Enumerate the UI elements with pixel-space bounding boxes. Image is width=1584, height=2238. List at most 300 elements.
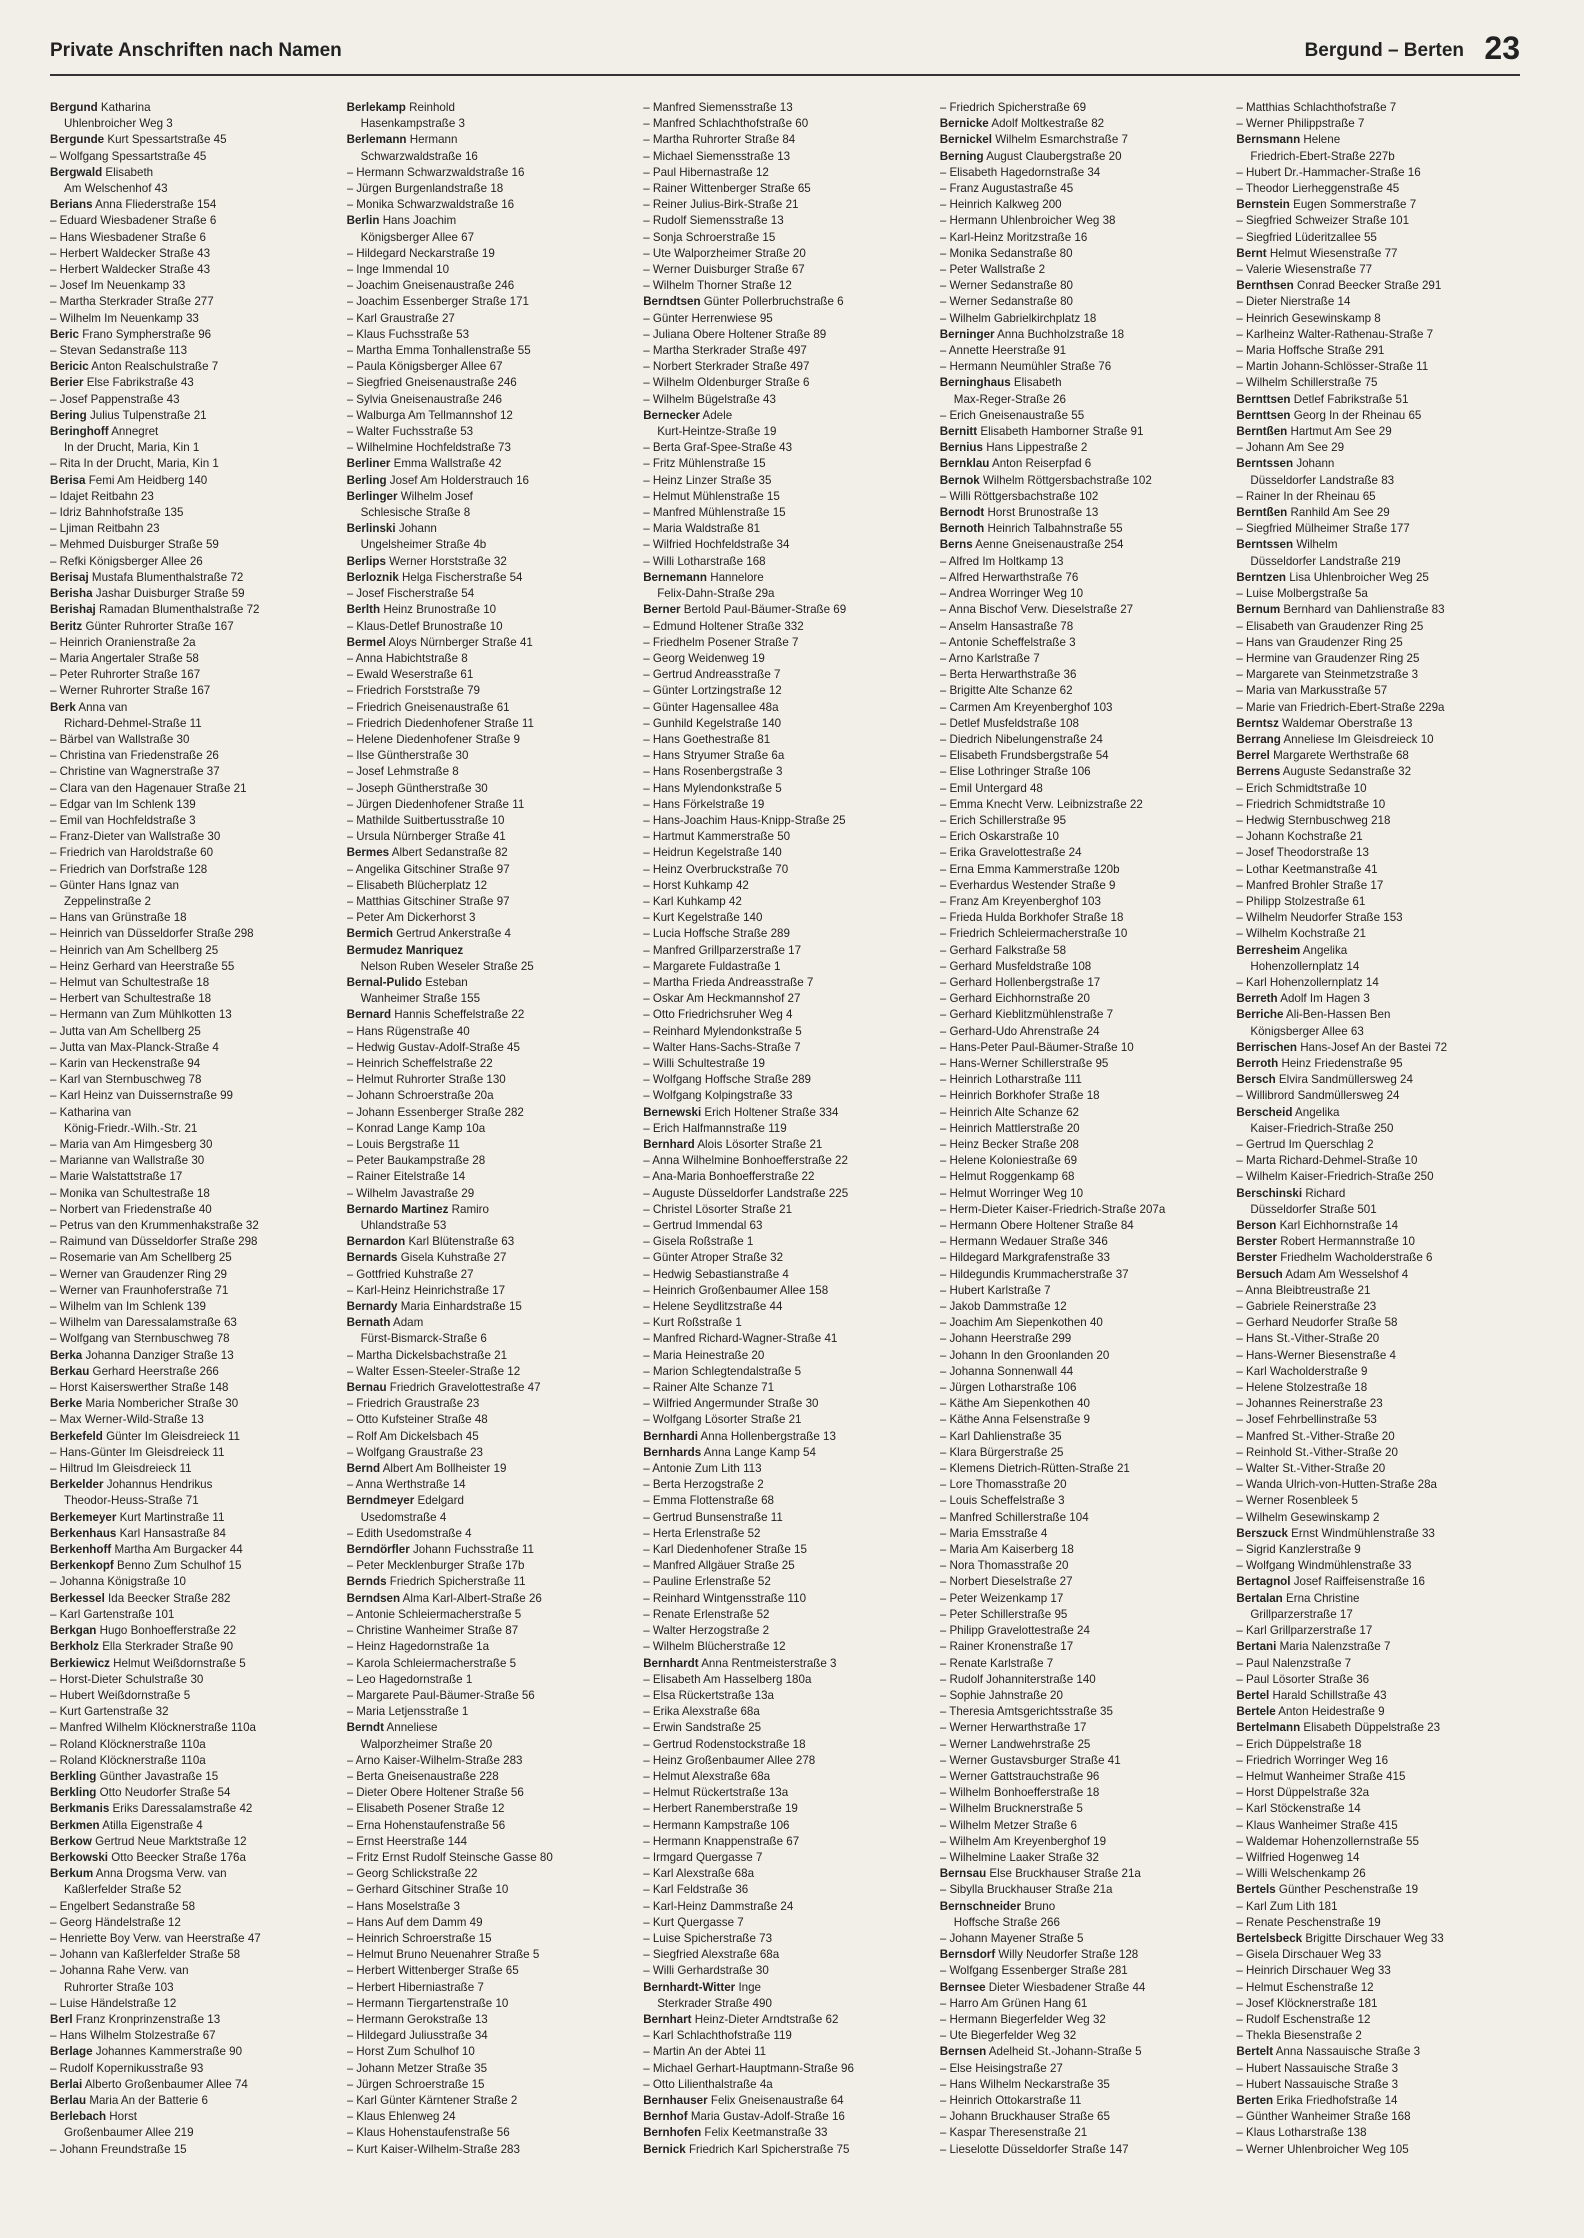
directory-entry xyxy=(940,375,1229,391)
directory-entry xyxy=(50,1169,339,1185)
directory-entry xyxy=(643,1315,932,1331)
directory-entry xyxy=(643,619,932,635)
directory-entry xyxy=(347,278,636,294)
directory-entry xyxy=(643,1558,932,1574)
directory-entry xyxy=(940,1299,1229,1315)
entry-text: – Herbert Waldecker Straße 43 xyxy=(50,263,211,277)
directory-entry xyxy=(643,1348,932,1364)
surname: Bernhart xyxy=(643,2012,692,2026)
entry-text: – Georg Händelstraße 12 xyxy=(50,1915,181,1929)
entry-continuation: Ruhrorter Straße 103 xyxy=(64,1980,174,1994)
directory-entry xyxy=(940,100,1229,116)
entry-text: – Hans Mylendonkstraße 5 xyxy=(643,781,782,795)
entry-text: Wilhelm Josef xyxy=(400,489,473,503)
entry-text: Bertold Paul-Bäumer-Straße 69 xyxy=(683,603,847,617)
directory-entry xyxy=(1236,2142,1525,2158)
entry-text: – Christina van Friedenstraße 26 xyxy=(50,749,219,763)
surname: Beringhoff xyxy=(50,425,109,439)
entry-text: – Wilfried Hochfeldstraße 34 xyxy=(643,538,790,552)
surname: Berster xyxy=(1236,1235,1277,1249)
directory-entry xyxy=(643,1169,932,1185)
directory-entry xyxy=(1236,1996,1525,2012)
entry-text: – Georg Weidenweg 19 xyxy=(643,651,765,665)
entry-text: – Hubert Dr.-Hammacher-Straße 16 xyxy=(1236,165,1421,179)
directory-entry xyxy=(1236,1331,1525,1347)
directory-entry xyxy=(50,2077,339,2093)
entry-text: – Karlheinz Walter-Rathenau-Straße 7 xyxy=(1236,327,1434,341)
directory-entry xyxy=(643,505,932,521)
entry-text: – Rolf Am Dickelsbach 45 xyxy=(346,1429,479,1443)
directory-entry xyxy=(1236,862,1525,878)
directory-entry xyxy=(1236,132,1525,148)
surname: Bersch xyxy=(1236,1073,1276,1087)
directory-entry xyxy=(50,1137,339,1153)
directory-entry xyxy=(1236,2109,1525,2125)
entry-text: – Johann Heerstraße 299 xyxy=(939,1332,1072,1346)
directory-entry xyxy=(1236,732,1525,748)
directory-entry xyxy=(347,1607,636,1623)
entry-text: – Klaus Fuchsstraße 53 xyxy=(346,327,470,341)
surname: Berkow xyxy=(50,1834,92,1848)
directory-entry xyxy=(50,959,339,975)
directory-entry xyxy=(940,2093,1229,2109)
directory-entry xyxy=(347,1996,636,2012)
directory-entry xyxy=(347,2028,636,2044)
entry-text: Anneliese Im Gleisdreieck 10 xyxy=(1283,732,1434,746)
entry-text: Richard xyxy=(1305,1186,1346,1200)
directory-entry xyxy=(50,1283,339,1299)
directory-entry xyxy=(643,554,932,570)
entry-text: Otto Neudorfer Straße 54 xyxy=(99,1786,231,1800)
entry-text: – Elisabeth Blücherplatz 12 xyxy=(346,878,488,892)
entry-text: – Waldemar Hohenzollernstraße 55 xyxy=(1236,1834,1419,1848)
directory-entry xyxy=(940,1947,1229,1963)
directory-entry xyxy=(940,1996,1229,2012)
entry-text: – Alfred Herwarthstraße 76 xyxy=(939,570,1079,584)
entry-text: – Wolfgang Spessartstraße 45 xyxy=(50,149,207,163)
surname: Bernds xyxy=(346,1575,387,1589)
entry-text: – Wolfgang van Sternbuschweg 78 xyxy=(50,1332,230,1346)
directory-entry xyxy=(643,1574,932,1590)
directory-entry xyxy=(1236,1056,1525,1072)
directory-entry xyxy=(940,2109,1229,2125)
entry-text: – Erich Schillerstraße 95 xyxy=(939,813,1067,827)
directory-entry xyxy=(50,1040,339,1056)
directory-entry xyxy=(940,213,1229,229)
entry-text: Adolf Im Hagen 3 xyxy=(1280,992,1370,1006)
entry-text: – Joseph Güntherstraße 30 xyxy=(346,781,488,795)
directory-entry xyxy=(50,1704,339,1720)
surname: Bernardo Martinez xyxy=(346,1202,449,1216)
directory-entry xyxy=(940,440,1229,456)
entry-text: – Luise Molbergstraße 5a xyxy=(1236,587,1368,601)
entry-text: – Friedrich Spicherstraße 69 xyxy=(939,101,1087,114)
directory-entry xyxy=(940,262,1229,278)
directory-entry xyxy=(643,521,932,537)
entry-text: Maria Gustav-Adolf-Straße 16 xyxy=(690,2110,845,2124)
entry-text: – Hubert Nassauische Straße 3 xyxy=(1236,2077,1399,2091)
entry-text: – Willi Röttgersbachstraße 102 xyxy=(939,489,1099,503)
directory-entry xyxy=(940,132,1229,148)
directory-entry xyxy=(347,1915,636,1931)
directory-entry xyxy=(1236,1591,1525,1607)
entry-text: – Renate Erlenstraße 52 xyxy=(643,1607,770,1621)
entry-text: Heinz Brunostraße 10 xyxy=(383,603,497,617)
directory-entry xyxy=(643,1526,932,1542)
directory-entry xyxy=(940,521,1229,537)
directory-entry xyxy=(643,1186,932,1202)
entry-text: Alois Lösorter Straße 21 xyxy=(697,1138,823,1151)
entry-text: – Helmut Alexstraße 68a xyxy=(643,1769,771,1783)
directory-entry xyxy=(643,894,932,910)
surname: Bertele xyxy=(1236,1705,1276,1719)
surname: Bertalan xyxy=(1236,1591,1283,1605)
entry-text: – Henriette Boy Verw. van Heerstraße 47 xyxy=(50,1931,261,1945)
directory-entry xyxy=(940,1056,1229,1072)
entry-text: – Martha Ruhrorter Straße 84 xyxy=(643,133,796,147)
entry-text: Ella Sterkrader Straße 90 xyxy=(102,1640,234,1654)
directory-entry xyxy=(347,1542,636,1558)
directory-entry xyxy=(940,424,1229,440)
directory-entry xyxy=(1236,1542,1525,1558)
entry-text: – Martin An der Abtei 11 xyxy=(643,2045,767,2059)
entry-text: Aenne Gneisenaustraße 254 xyxy=(975,538,1124,552)
directory-entry xyxy=(50,165,339,181)
entry-text: Elisabeth xyxy=(1013,376,1062,390)
entry-text: – Karl Heinz van Duissernstraße 99 xyxy=(50,1089,234,1103)
directory-entry xyxy=(347,1299,636,1315)
directory-entry xyxy=(50,521,339,537)
directory-entry xyxy=(940,1202,1229,1218)
directory-entry xyxy=(347,1834,636,1850)
entry-text: – Jutta van Am Schellberg 25 xyxy=(50,1024,201,1038)
entry-text: Johannes Kammerstraße 90 xyxy=(95,2045,243,2059)
entry-text: Wilhelm Röttgersbachstraße 102 xyxy=(982,473,1152,487)
entry-text: – Hermine van Graudenzer Ring 25 xyxy=(1236,651,1420,665)
directory-entry xyxy=(50,1947,339,1963)
directory-entry xyxy=(643,165,932,181)
entry-continuation: Großenbaumer Allee 219 xyxy=(64,2126,194,2140)
entry-text: – Frieda Hulda Borkhofer Straße 18 xyxy=(939,911,1124,925)
entry-text: – Herbert van Schultestraße 18 xyxy=(50,992,212,1006)
entry-text: Gisela Kuhstraße 27 xyxy=(400,1251,507,1265)
directory-entry xyxy=(50,619,339,635)
directory-entry xyxy=(940,667,1229,683)
surname: Berninghaus xyxy=(939,376,1011,390)
entry-text: – Mehmed Duisburger Straße 59 xyxy=(50,538,219,552)
surname: Berlth xyxy=(346,603,381,617)
entry-text: Günther Javastraße 15 xyxy=(99,1769,219,1783)
directory-entry xyxy=(643,716,932,732)
directory-entry xyxy=(50,197,339,213)
directory-entry xyxy=(50,359,339,375)
entry-text: – Helmut Worringer Weg 10 xyxy=(939,1186,1084,1200)
directory-entry xyxy=(50,1737,339,1753)
entry-text: – Hermann Tiergartenstraße 10 xyxy=(346,1996,509,2010)
directory-columns xyxy=(50,100,1525,2210)
entry-text: – Wilhelm Bügelstraße 43 xyxy=(643,392,776,406)
entry-text: – Wilhelm Im Neuenkamp 33 xyxy=(50,311,199,325)
entry-text: – Leo Hagedornstraße 1 xyxy=(346,1672,473,1686)
entry-text: – Thekla Biesenstraße 2 xyxy=(1236,2029,1362,2043)
directory-entry xyxy=(940,586,1229,602)
directory-entry xyxy=(643,1250,932,1266)
entry-text: Hans Lippestraße 2 xyxy=(986,441,1088,455)
directory-entry xyxy=(347,1574,636,1590)
entry-text: – Wilhelm Brucknerstraße 5 xyxy=(939,1802,1083,1816)
directory-entry xyxy=(50,635,339,651)
directory-entry xyxy=(940,1866,1229,1882)
directory-entry xyxy=(643,1040,932,1056)
entry-text: Reinhold xyxy=(409,101,455,114)
surname: Beric xyxy=(50,327,80,341)
entry-text: – Herta Erlenstraße 52 xyxy=(643,1526,761,1540)
entry-text: – Johann van Kaßlerfelder Straße 58 xyxy=(50,1948,241,1962)
surname: Bernard xyxy=(346,1008,392,1022)
directory-entry xyxy=(940,116,1229,132)
directory-entry xyxy=(940,926,1229,942)
directory-entry xyxy=(50,327,339,343)
entry-text: – Andrea Worringer Weg 10 xyxy=(939,587,1084,601)
directory-entry xyxy=(347,294,636,310)
entry-text: Heinz Friedenstraße 95 xyxy=(1281,1056,1403,1070)
entry-text: – Rainer Alte Schanze 71 xyxy=(643,1381,775,1395)
directory-entry xyxy=(347,602,636,618)
directory-entry xyxy=(347,1493,636,1509)
directory-entry xyxy=(940,2142,1229,2158)
directory-entry xyxy=(940,1380,1229,1396)
entry-text: – Gerhard Falkstraße 58 xyxy=(939,943,1067,957)
entry-text: – Rudolf Kopernikusstraße 93 xyxy=(50,2061,204,2075)
directory-entry xyxy=(643,1963,932,1979)
entry-text: – Wilhelm Kaiser-Friedrich-Straße 250 xyxy=(1236,1170,1434,1184)
directory-entry xyxy=(643,1542,932,1558)
entry-text: – Johannes Reinerstraße 23 xyxy=(1236,1397,1383,1411)
header-title: Private Anschriften nach Namen xyxy=(50,40,342,61)
directory-entry xyxy=(643,1737,932,1753)
surname: Bergund xyxy=(50,101,98,114)
entry-text: – Wolfgang Hoffsche Straße 289 xyxy=(643,1073,811,1087)
directory-entry xyxy=(1236,1915,1525,1931)
directory-entry xyxy=(1236,1007,1525,1023)
surname: Bertelmann xyxy=(1236,1721,1301,1735)
entry-text: – Otto Lilienthalstraße 4a xyxy=(643,2077,773,2091)
surname: Bertani xyxy=(1236,1640,1277,1654)
entry-text: – Rainer Eitelstraße 14 xyxy=(346,1170,466,1184)
directory-entry xyxy=(940,1656,1229,1672)
directory-entry xyxy=(347,1137,636,1153)
directory-entry xyxy=(347,1591,636,1607)
entry-text: Ernst Windmühlenstraße 33 xyxy=(1291,1526,1435,1540)
entry-text: – Johann In den Groonlanden 20 xyxy=(939,1348,1110,1362)
directory-entry xyxy=(940,1704,1229,1720)
entry-text: – Siegfried Mülheimer Straße 177 xyxy=(1236,522,1410,536)
directory-entry xyxy=(1236,2093,1525,2109)
directory-entry xyxy=(940,392,1229,408)
directory-entry xyxy=(643,829,932,845)
directory-entry xyxy=(643,651,932,667)
directory-entry xyxy=(940,294,1229,310)
entry-text: – Walburga Am Tellmannshof 12 xyxy=(346,408,513,422)
directory-entry xyxy=(1236,213,1525,229)
entry-continuation: Hoffsche Straße 266 xyxy=(953,1915,1060,1929)
entry-text: – Antonie Zum Lith 113 xyxy=(643,1462,762,1476)
entry-continuation: Wanheimer Straße 155 xyxy=(360,992,481,1006)
surname: Berrens xyxy=(1236,765,1281,779)
entry-text: – Johann Schroerstraße 20a xyxy=(346,1089,494,1103)
entry-text: – Wilhelm van Im Schlenk 139 xyxy=(50,1300,206,1314)
directory-entry xyxy=(50,1607,339,1623)
entry-text: Günter Pollerbruchstraße 6 xyxy=(703,295,844,309)
directory-entry xyxy=(940,473,1229,489)
entry-text: – Franz Am Kreyenberghof 103 xyxy=(939,894,1101,908)
directory-entry xyxy=(940,635,1229,651)
entry-text: Inge xyxy=(738,1980,762,1994)
entry-text: Jashar Duisburger Straße 59 xyxy=(95,587,245,601)
entry-text: – Ute Biegerfelder Weg 32 xyxy=(939,2029,1077,2043)
entry-continuation: Schwarzwaldstraße 16 xyxy=(360,149,478,163)
entry-text: – Werner Rosenbleek 5 xyxy=(1236,1494,1358,1508)
entry-text: – Wilhelmine Hochfeldstraße 73 xyxy=(346,441,511,455)
directory-entry xyxy=(1236,619,1525,635)
entry-text: – Heinrich Mattlerstraße 20 xyxy=(939,1121,1080,1135)
directory-entry xyxy=(643,1607,932,1623)
directory-entry xyxy=(940,1088,1229,1104)
entry-text: Helene xyxy=(1303,133,1341,147)
directory-entry xyxy=(50,1105,339,1121)
directory-entry xyxy=(347,1526,636,1542)
entry-text: Georg In der Rheinau 65 xyxy=(1293,408,1422,422)
directory-entry xyxy=(347,1947,636,1963)
directory-entry xyxy=(940,975,1229,991)
entry-text: – Helene Seydlitzstraße 44 xyxy=(643,1300,783,1314)
entry-text: – Erich Gneisenaustraße 55 xyxy=(939,408,1085,422)
entry-text: – Horst-Dieter Schulstraße 30 xyxy=(50,1672,204,1686)
entry-text: – Franz-Dieter van Wallstraße 30 xyxy=(50,830,221,844)
directory-entry xyxy=(940,149,1229,165)
entry-text: Elisabeth xyxy=(105,165,154,179)
entry-text: – Hermann Neumühler Straße 76 xyxy=(939,360,1112,374)
entry-text: – Manfred Brohler Straße 17 xyxy=(1236,878,1384,892)
directory-entry xyxy=(1236,829,1525,845)
entry-text: Gerhard Heerstraße 266 xyxy=(92,1364,219,1378)
directory-entry xyxy=(50,1980,339,1996)
directory-entry xyxy=(1236,1121,1525,1137)
directory-entry xyxy=(347,1737,636,1753)
directory-entry xyxy=(50,1202,339,1218)
entry-text: – Maria van Am Himgesberg 30 xyxy=(50,1138,213,1151)
directory-entry xyxy=(347,732,636,748)
surname: Bernhard xyxy=(643,1138,695,1151)
entry-text: – Kurt Kegelstraße 140 xyxy=(643,911,763,925)
entry-continuation: Düsseldorfer Landstraße 83 xyxy=(1250,473,1395,487)
entry-text: – Heinz Gerhard van Heerstraße 55 xyxy=(50,959,235,973)
entry-text: – Friedrich van Haroldstraße 60 xyxy=(50,846,214,860)
entry-text: – Johanna Sonnenwall 44 xyxy=(939,1364,1074,1378)
directory-entry xyxy=(50,1574,339,1590)
directory-entry xyxy=(940,1558,1229,1574)
entry-text: – Karin van Heckenstraße 94 xyxy=(50,1056,201,1070)
entry-text: Erika Friedhofstraße 14 xyxy=(1276,2093,1398,2107)
directory-entry xyxy=(1236,1396,1525,1412)
entry-text: – Horst Düppelstraße 32a xyxy=(1236,1786,1370,1800)
directory-entry xyxy=(940,570,1229,586)
directory-entry xyxy=(347,230,636,246)
entry-text: – Anna Wilhelmine Bonhoefferstraße 22 xyxy=(643,1154,848,1168)
entry-text: – Wilhelm Thorner Straße 12 xyxy=(643,279,792,293)
directory-entry xyxy=(643,1283,932,1299)
directory-entry xyxy=(1236,1801,1525,1817)
directory-entry xyxy=(940,1818,1229,1834)
entry-text: Ranhild Am See 29 xyxy=(1290,506,1390,520)
directory-entry xyxy=(1236,116,1525,132)
entry-text: – Elisabeth Frundsbergstraße 54 xyxy=(939,749,1109,763)
directory-entry xyxy=(1236,440,1525,456)
entry-text: – Erika Alexstraße 68a xyxy=(643,1705,760,1719)
directory-entry xyxy=(643,375,932,391)
directory-entry xyxy=(50,408,339,424)
surname: Berroth xyxy=(1236,1056,1279,1070)
entry-text: – Hans Auf dem Damm 49 xyxy=(346,1915,483,1929)
entry-text: – Michael Siemensstraße 13 xyxy=(643,149,791,163)
directory-entry xyxy=(940,2077,1229,2093)
entry-continuation: Kaßlerfelder Straße 52 xyxy=(64,1883,182,1897)
directory-entry xyxy=(643,1720,932,1736)
entry-text: – Klara Bürgerstraße 25 xyxy=(939,1445,1064,1459)
entry-text: – Heinz Becker Straße 208 xyxy=(939,1138,1079,1151)
directory-entry xyxy=(940,2028,1229,2044)
directory-entry xyxy=(643,1137,932,1153)
entry-text: – Hans Rosenbergstraße 3 xyxy=(643,765,783,779)
entry-text: – Jürgen Burgenlandstraße 18 xyxy=(346,182,504,196)
directory-entry xyxy=(1236,1720,1525,1736)
entry-text: – Antonie Scheffelstraße 3 xyxy=(939,635,1076,649)
entry-text: – Heinrich Kalkweg 200 xyxy=(939,198,1062,212)
directory-entry xyxy=(50,1931,339,1947)
directory-entry xyxy=(643,343,932,359)
directory-entry xyxy=(347,1267,636,1283)
entry-text: – Wilhelm Bonhoefferstraße 18 xyxy=(939,1786,1100,1800)
entry-text: – Elisabeth Hagedornstraße 34 xyxy=(939,165,1101,179)
entry-text: – Edith Usedomstraße 4 xyxy=(346,1526,472,1540)
directory-entry xyxy=(940,1850,1229,1866)
directory-entry xyxy=(940,1493,1229,1509)
entry-text: – Angelika Gitschiner Straße 97 xyxy=(346,862,510,876)
entry-text: – Gabriele Reinerstraße 23 xyxy=(1236,1300,1377,1314)
directory-entry xyxy=(347,1672,636,1688)
entry-text: – Sophie Jahnstraße 20 xyxy=(939,1688,1063,1702)
directory-entry xyxy=(643,1672,932,1688)
directory-entry xyxy=(1236,473,1525,489)
directory-entry xyxy=(347,2077,636,2093)
entry-text: Karl Blütenstraße 63 xyxy=(408,1235,515,1249)
entry-text: Anna Nassauische Straße 3 xyxy=(1275,2045,1421,2059)
directory-entry xyxy=(940,781,1229,797)
entry-text: – Ana-Maria Bonhoefferstraße 22 xyxy=(643,1170,815,1184)
entry-text: – Sonja Schroerstraße 15 xyxy=(643,230,776,244)
entry-text: Adele xyxy=(702,408,733,422)
entry-text: – Rosemarie van Am Schellberg 25 xyxy=(50,1251,232,1265)
directory-entry xyxy=(50,1007,339,1023)
entry-continuation: Friedrich-Ebert-Straße 227b xyxy=(1250,149,1395,163)
surname: Bermel xyxy=(346,635,386,649)
entry-text: – Käthe Anna Felsenstraße 9 xyxy=(939,1413,1090,1427)
surname: Bernitt xyxy=(939,425,978,439)
entry-text: – Otto Kufsteiner Straße 48 xyxy=(346,1413,488,1427)
entry-text: – Käthe Am Siepenkothen 40 xyxy=(939,1397,1090,1411)
directory-entry xyxy=(50,311,339,327)
surname: Berkenhaus xyxy=(50,1526,117,1540)
